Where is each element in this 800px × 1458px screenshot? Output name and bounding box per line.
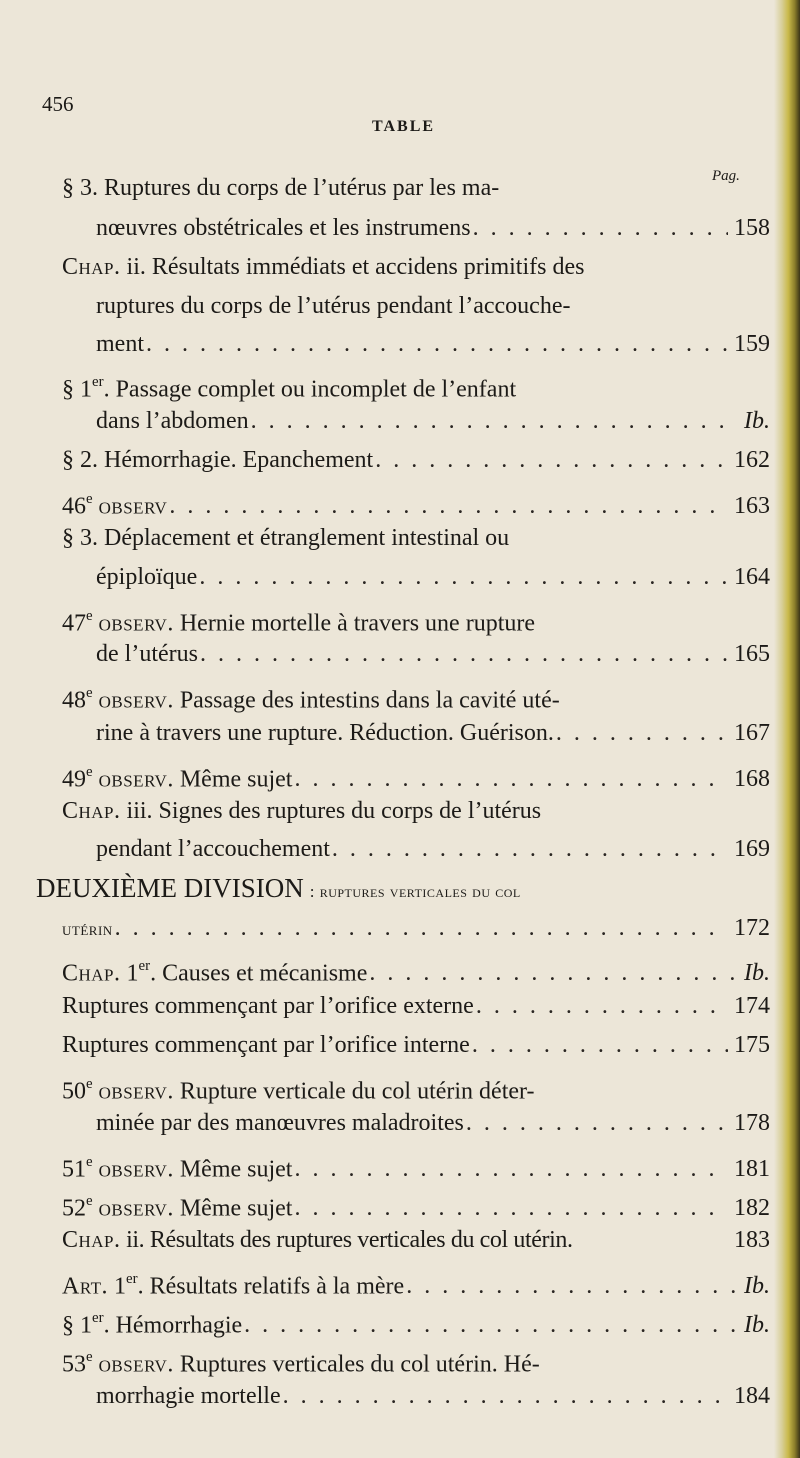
page-ref: Ib.: [744, 1312, 770, 1339]
toc-line: nœuvres obstétricales et les instrumens . . . 158: [96, 213, 770, 243]
toc-line: 50e observ. Rupture verticale du col utérin déter-: [62, 1076, 535, 1105]
page-ref: 174: [734, 993, 770, 1019]
toc-line: § 1er. Hémorrhagie . . . Ib.: [62, 1303, 770, 1340]
toc-line: Ruptures commençant par l’orifice externe . . . 174: [62, 991, 770, 1021]
toc-line: Chap. iii. Signes des ruptures du corps de l’utérus: [62, 798, 542, 824]
page-ref: 181: [734, 1156, 770, 1183]
toc-line: morrhagie mortelle . . . 184: [96, 1381, 770, 1411]
toc-line: 49e observ. Même sujet . . . 168: [62, 757, 770, 794]
page-ref: 169: [734, 836, 770, 862]
page-ref: Ib.: [744, 408, 770, 434]
page-ref: Ib.: [744, 960, 770, 987]
page-ref: 159: [734, 331, 770, 357]
page-ref: 184: [734, 1383, 770, 1409]
toc-line: 53e observ. Ruptures verticales du col utérin. Hé-: [62, 1349, 540, 1378]
page-ref: 164: [734, 564, 770, 590]
page-ref: 172: [734, 915, 770, 941]
toc-line: § 1er. Passage complet ou incomplet de l’enfant: [62, 374, 517, 403]
toc-line: § 2. Hémorrhagie. Epanchement . . . 162: [62, 445, 770, 475]
toc-line: 47e observ. Hernie mortelle à travers une rupture: [62, 608, 535, 637]
toc-line: 46e observ . . . 163: [62, 484, 770, 521]
toc-line: pendant l’accouchement . . . 169: [96, 834, 770, 864]
page-edge-binding: [774, 0, 800, 1458]
toc-line: 48e observ. Passage des intestins dans la cavité uté-: [62, 685, 560, 714]
page-ref: 182: [734, 1195, 770, 1222]
page-ref: 175: [734, 1032, 770, 1058]
page-ref: 168: [734, 766, 770, 793]
page-number: 456: [42, 92, 74, 116]
toc-line: épiploïque . . . 164: [96, 562, 770, 592]
toc-line: dans l’abdomen . . . Ib.: [96, 406, 770, 436]
toc-line: ment . . . 159: [96, 329, 770, 359]
page-ref: 183: [734, 1227, 770, 1253]
toc-line: § 3. Ruptures du corps de l’utérus par les ma-: [62, 175, 500, 201]
toc-line: utérin . . . 172: [62, 913, 770, 944]
page-ref: 178: [734, 1110, 770, 1136]
toc-line: 51e observ. Même sujet . . . 181: [62, 1147, 770, 1184]
toc-line: § 3. Déplacement et étranglement intestinal ou: [62, 525, 510, 551]
toc-line: minée par des manœuvres maladroites . . . 178: [96, 1108, 770, 1138]
page-ref: 163: [734, 493, 770, 520]
toc-line: Chap. 1er. Causes et mécanisme . . . Ib.: [62, 951, 770, 988]
toc-line: rine à travers une rupture. Réduction. Guérison. . . . 167: [96, 718, 770, 748]
page-ref: 167: [734, 720, 770, 746]
toc-line: Chap. ii. Résultats des ruptures verticales du col utérin. 183: [62, 1227, 770, 1253]
toc-line: ruptures du corps de l’utérus pendant l’accouche-: [96, 293, 571, 319]
page-ref: 162: [734, 447, 770, 473]
toc-line: de l’utérus . . . 165: [96, 639, 770, 669]
toc-line: Ruptures commençant par l’orifice interne . . . 175: [62, 1030, 770, 1060]
page-ref: 158: [734, 215, 770, 241]
toc-line: 52e observ. Même sujet . . . 182: [62, 1186, 770, 1223]
toc-line: Art. 1er. Résultats relatifs à la mère . . . Ib.: [62, 1264, 770, 1301]
page-ref: 165: [734, 641, 770, 667]
running-title: TABLE: [372, 118, 436, 135]
pag-column-label: Pag.: [712, 168, 740, 184]
toc-line division-heading: DEUXIÈME DIVISION : ruptures verticales du col: [36, 873, 521, 903]
page-ref: Ib.: [744, 1273, 770, 1300]
toc-line: Chap. ii. Résultats immédiats et accidens primitifs des: [62, 254, 585, 280]
